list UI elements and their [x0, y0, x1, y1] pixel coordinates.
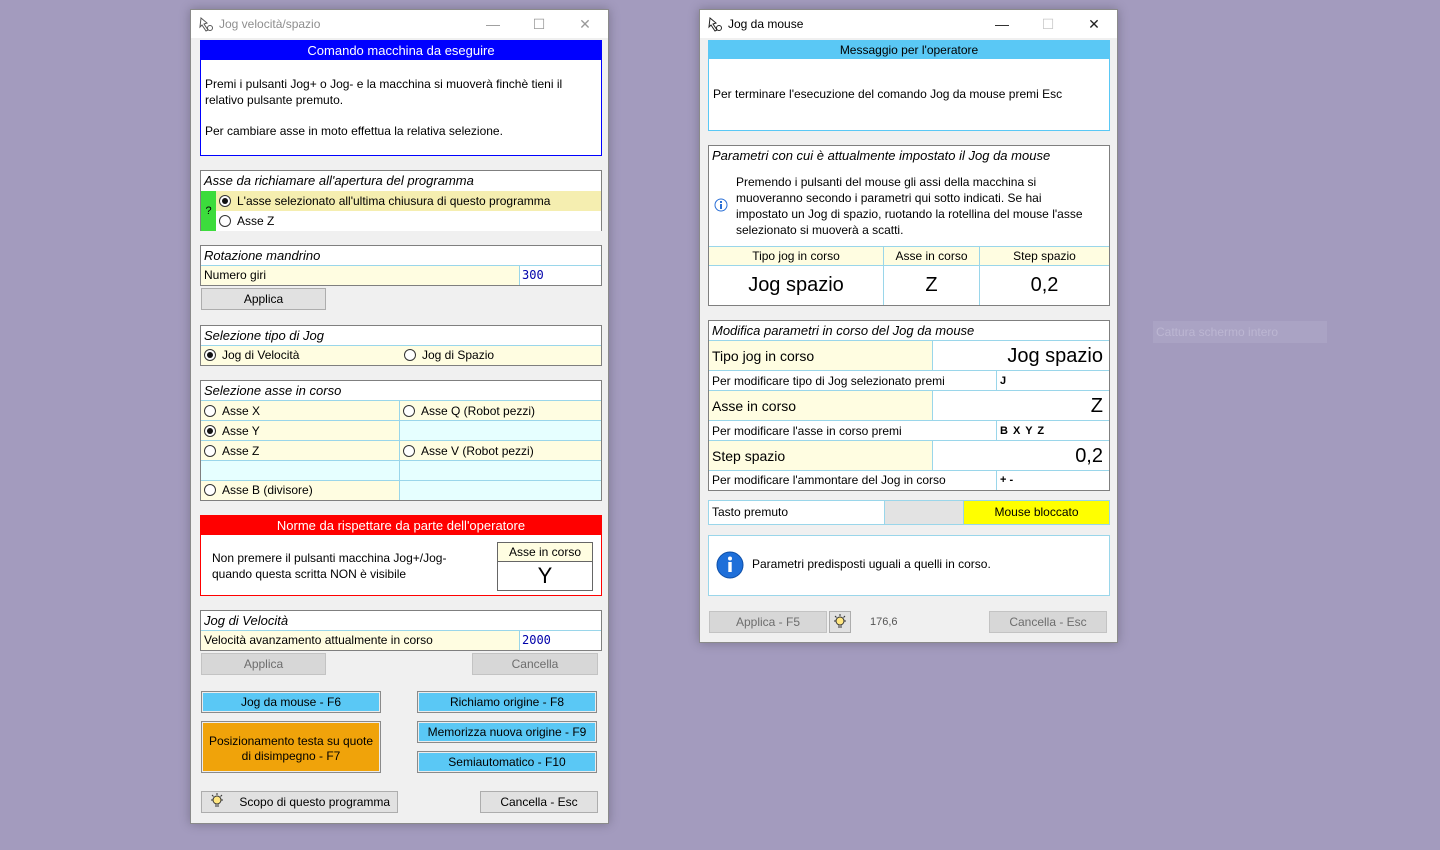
axis-q-option[interactable] — [400, 401, 601, 421]
jog-type-label: Tipo jog in corso — [709, 341, 933, 371]
radio-selected-icon — [204, 425, 216, 437]
command-text: Premi i pulsanti Jog+ o Jog- e la macchina si muoverà finchè tieni il relativo pulsante premuto. — [205, 77, 563, 107]
maximize-icon[interactable]: ☐ — [1041, 16, 1055, 32]
option-label: Asse Z — [237, 214, 275, 228]
axis-label: Asse in corso — [709, 391, 933, 421]
jog-velocity-window — [190, 9, 609, 824]
option-label: Asse B (divisore) — [222, 483, 313, 497]
axis-open-option-z[interactable] — [216, 211, 601, 231]
radio-icon — [403, 405, 415, 417]
params-info-text: Premendo i pulsanti del mouse gli assi della macchina si muoveranno secondo i parametri qui sotto indicati. Se hai impostato un Jog di spazio, ruotando la rotellina del mouse l'asse selezionato si muoverà a scatti. — [736, 175, 1083, 237]
option-label: Asse Z — [222, 444, 260, 458]
close-icon[interactable]: ✕ — [1088, 16, 1100, 32]
title-bar[interactable] — [700, 10, 1117, 38]
spindle-title: Rotazione mandrino — [201, 246, 601, 266]
current-jog-type-value: Jog spazio — [709, 266, 884, 305]
axis-empty-cell — [400, 461, 601, 481]
feed-cancel-button[interactable]: Cancella — [472, 653, 598, 675]
key-pressed-label: Tasto premuto — [709, 501, 884, 524]
minimize-icon[interactable]: — — [486, 16, 500, 32]
mouse-locked-status: Mouse bloccato — [964, 501, 1109, 524]
key-status-row — [708, 500, 1110, 525]
cancel-esc-button[interactable]: Cancella - Esc — [989, 611, 1107, 633]
message-header: Messaggio per l'operatore — [709, 41, 1109, 59]
jog-velocity-option[interactable] — [201, 346, 401, 365]
hint-button[interactable] — [829, 611, 851, 633]
axis-select-title: Selezione asse in corso — [201, 381, 601, 401]
info-icon — [716, 551, 744, 579]
axis-open-group — [200, 170, 602, 231]
axis-v-option[interactable] — [400, 441, 601, 461]
radio-selected-icon — [204, 349, 216, 361]
app-icon — [708, 16, 722, 32]
position-head-button[interactable]: Posizionamento testa su quote di disimpegno - F7 — [202, 722, 380, 772]
axis-in-progress-value: Y — [537, 563, 553, 588]
command-text-2: Per cambiare asse in moto effettua la relativa selezione. — [205, 124, 503, 138]
jog-type-value: Jog spazio — [933, 341, 1109, 371]
radio-selected-icon — [219, 195, 231, 207]
step-keys: + - — [997, 471, 1109, 490]
current-step-value: 0,2 — [980, 266, 1109, 305]
radio-icon — [204, 484, 216, 496]
current-axis-value: Z — [884, 266, 980, 305]
lightbulb-icon — [833, 614, 847, 630]
axis-y-option[interactable] — [201, 421, 400, 441]
spindle-group — [200, 245, 602, 286]
window-title: Jog velocità/spazio — [219, 17, 321, 31]
spindle-input[interactable]: 300 — [519, 266, 601, 285]
option-label: Jog di Velocità — [222, 348, 300, 362]
title-bar[interactable] — [191, 10, 608, 38]
option-label: Asse V (Robot pezzi) — [421, 444, 534, 458]
info-message-box — [708, 535, 1110, 596]
lightbulb-icon — [210, 793, 224, 809]
help-badge[interactable]: ? — [201, 191, 216, 231]
jog-type-hint: Per modificare tipo di Jog selezionato premi — [709, 371, 997, 391]
col-header-step: Step spazio — [980, 246, 1109, 266]
radio-icon — [219, 215, 231, 227]
operator-message-box — [708, 40, 1110, 131]
message-text: Per terminare l'esecuzione del comando Jog da mouse premi Esc — [713, 87, 1063, 101]
step-hint: Per modificare l'ammontare del Jog in corso — [709, 471, 997, 490]
key-pressed-value — [884, 501, 964, 524]
option-label: Asse Q (Robot pezzi) — [421, 404, 536, 418]
apply-f5-button[interactable]: Applica - F5 — [709, 611, 827, 633]
axis-in-progress-box — [497, 542, 593, 591]
jog-type-title: Selezione tipo di Jog — [201, 326, 601, 346]
semiautomatic-button[interactable]: Semiautomatico - F10 — [418, 752, 596, 772]
current-params-box — [708, 145, 1110, 306]
spindle-apply-button[interactable]: Applica — [201, 288, 326, 310]
jog-space-option[interactable] — [401, 346, 601, 365]
axis-b-option[interactable] — [201, 481, 400, 500]
jog-velocity-title: Jog di Velocità — [201, 611, 601, 631]
modify-params-box — [708, 320, 1110, 491]
axis-select-group — [200, 380, 602, 501]
axis-open-option-last[interactable] — [216, 191, 601, 211]
axis-keys: B X Y Z — [997, 421, 1109, 441]
axis-z-option[interactable] — [201, 441, 400, 461]
jog-mouse-window — [699, 9, 1118, 643]
option-label: Asse X — [222, 404, 261, 418]
maximize-icon[interactable]: ☐ — [532, 16, 546, 32]
feed-rate-label: Velocità avanzamento attualmente in corso — [201, 631, 519, 650]
params-title: Parametri con cui è attualmente impostato il Jog da mouse — [709, 146, 1109, 165]
jog-mouse-button[interactable]: Jog da mouse - F6 — [202, 692, 380, 712]
axis-value: Z — [933, 391, 1109, 421]
spindle-label: Numero giri — [201, 266, 519, 285]
radio-icon — [204, 445, 216, 457]
window-title: Jog da mouse — [728, 17, 804, 31]
app-icon — [199, 16, 213, 32]
position-counter: 176,6 — [870, 616, 898, 628]
program-scope-button[interactable] — [201, 791, 398, 813]
axis-empty-cell — [201, 461, 400, 481]
jog-velocity-group — [200, 610, 602, 651]
operator-rules-box — [200, 515, 602, 596]
jog-type-group — [200, 325, 602, 366]
axis-x-option[interactable] — [201, 401, 400, 421]
info-small-icon — [713, 197, 729, 213]
step-label: Step spazio — [709, 441, 933, 471]
axis-empty-cell — [400, 421, 601, 441]
step-value: 0,2 — [933, 441, 1109, 471]
store-origin-button[interactable]: Memorizza nuova origine - F9 — [418, 722, 596, 742]
option-label: Jog di Spazio — [422, 348, 495, 362]
rules-header: Norme da rispettare da parte dell'operatore — [201, 516, 601, 535]
col-header-axis: Asse in corso — [884, 246, 980, 266]
radio-icon — [404, 349, 416, 361]
axis-open-title: Asse da richiamare all'apertura del programma — [201, 171, 601, 190]
program-scope-label: Scopo di questo programma — [239, 795, 391, 809]
rules-text: Non premere il pulsanti macchina Jog+/Jog- quando questa scritta NON è visibile — [212, 551, 447, 581]
option-label: Asse Y — [222, 424, 260, 438]
axis-hint: Per modificare l'asse in corso premi — [709, 421, 997, 441]
info-message-text: Parametri predisposti uguali a quelli in corso. — [752, 557, 991, 571]
col-header-jog-type: Tipo jog in corso — [709, 246, 884, 266]
desktop-ghost-label: Cattura schermo intero — [1153, 321, 1327, 343]
feed-rate-input[interactable]: 2000 — [519, 631, 601, 650]
modify-title: Modifica parametri in corso del Jog da mouse — [709, 321, 1109, 341]
recall-origin-button[interactable]: Richiamo origine - F8 — [418, 692, 596, 712]
axis-empty-cell — [400, 481, 601, 500]
jog-type-key: J — [997, 371, 1109, 391]
option-label: L'asse selezionato all'ultima chiusura di questo programma — [237, 194, 551, 208]
radio-icon — [204, 405, 216, 417]
minimize-icon[interactable]: — — [995, 16, 1009, 32]
radio-icon — [403, 445, 415, 457]
close-icon[interactable]: ✕ — [579, 16, 591, 32]
axis-in-progress-label: Asse in corso — [498, 543, 592, 562]
cancel-esc-button[interactable]: Cancella - Esc — [480, 791, 598, 813]
feed-apply-button[interactable]: Applica — [201, 653, 326, 675]
command-header: Comando macchina da eseguire — [201, 41, 601, 60]
command-box — [200, 40, 602, 156]
